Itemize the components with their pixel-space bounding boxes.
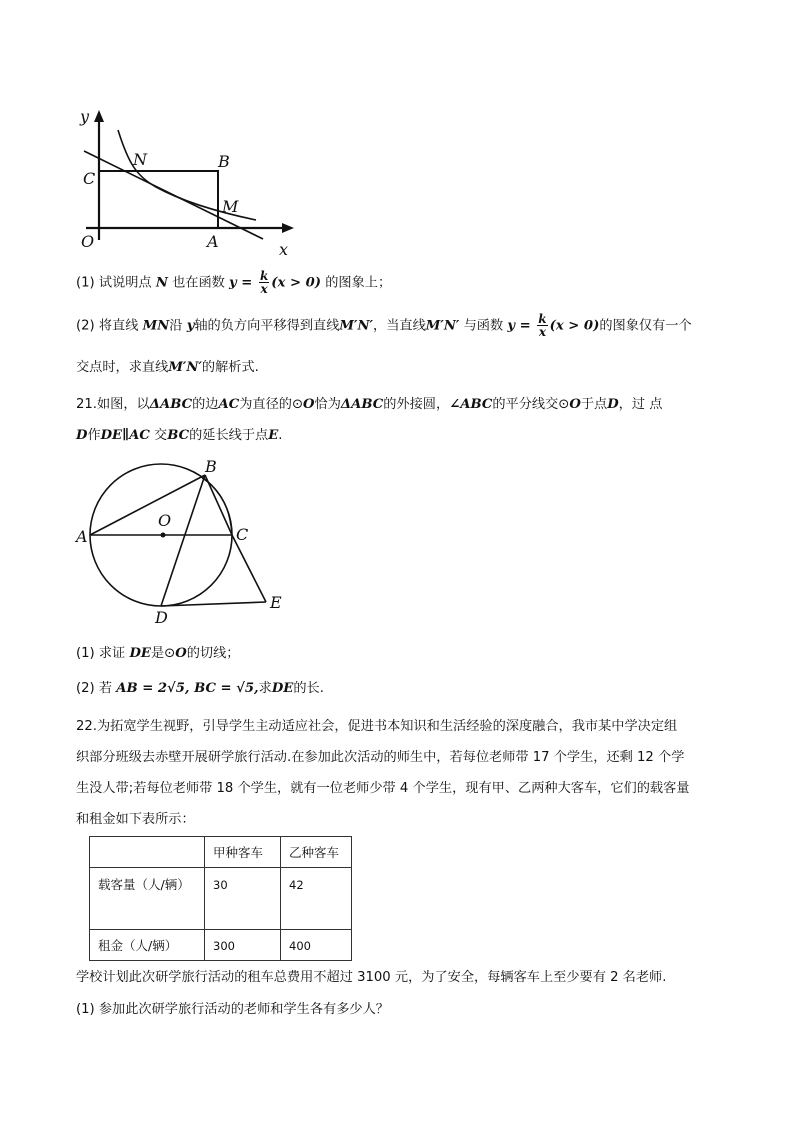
text: 于点 [580,397,608,412]
table-header-row [90,837,352,868]
line-mn-prime: M′N′ [339,318,374,334]
denominator: x [538,325,546,339]
given-lengths: AB = 2√5, BC = √5, [116,681,259,696]
q20-part2-cont [76,357,259,379]
table-row [90,868,352,930]
segment-bc: BC [167,428,190,443]
text: 的切线； [186,646,240,661]
fraction-k-x [537,313,547,338]
label-a: A [76,527,88,546]
q22-part1: (1) 参加此次研学旅行活动的老师和学生各有多少人？ [76,1002,389,1017]
text: ，当直线 [373,318,426,334]
q22-stem-line3: 生没人带;若每位老师带 18 个学生，就有一位老师少带 4 个学生，现有甲、乙两种大客车，它们的载客量 [76,781,690,796]
point-d: D [607,397,619,412]
text: (1) 求证 [76,646,126,661]
angle-abc: ∠ABC [449,397,493,412]
table-header-cell [90,837,205,868]
label-a: A [207,232,219,251]
bus-rental-table [89,836,352,961]
q22-stem-line4: 和租金如下表所示： [76,812,195,827]
point-n: N [155,275,168,291]
segment-de: DE [129,646,151,661]
axis-y: y [186,318,195,334]
segment-ce [232,535,266,602]
table-row [90,930,352,961]
label-x: x [279,240,289,259]
text: 的边 [192,397,219,412]
text: 的外接圆， [383,397,450,412]
line-mn-prime: M′N′ [168,360,202,375]
var-y: y [507,318,516,334]
point-o: O [303,397,315,412]
text: 的图象上； [325,275,392,291]
text: 作 [87,428,101,443]
text: 与函数 [463,318,504,334]
text: 轴的负方向平移得到直线 [194,318,340,334]
de-parallel-ac: DE∥AC [100,428,150,443]
text: 的长. [293,681,324,696]
label-o: O [81,232,95,251]
table-cell: 400 [281,930,352,961]
fraction-k-x [259,270,269,295]
text: ，过 点 [618,397,663,412]
label-y: y [80,107,90,126]
numerator: k [538,312,547,326]
text: 交点时，求直线 [76,360,169,375]
center-dot [161,533,166,538]
q20-part2 [76,313,692,338]
table-cell: 30 [205,868,281,930]
text: 的解析式. [201,360,259,375]
text: 是⊙ [150,646,176,661]
var-y: y [229,275,237,291]
q21-stem-line2 [76,425,283,447]
numerator: k [259,269,269,283]
label-n: N [133,150,147,169]
line-mn-prime: M′N′ [425,318,460,334]
line-mn-text: MN [142,318,170,334]
text: 的平分线交⊙ [492,397,570,412]
point-e: E [268,428,279,443]
label-o: O [158,511,172,530]
text: (2) 若 [76,681,113,696]
segment-ac: AC [218,397,240,412]
denominator: x [260,282,268,296]
text: 求 [258,681,272,696]
triangle-abc: ΔABC [149,397,193,412]
text: 恰为 [314,397,341,412]
table-header-cell: 乙种客车 [281,837,352,868]
text: 为直径的⊙ [239,397,304,412]
text: 交 [149,428,168,443]
text: 的图象仅有一个 [599,318,692,334]
q22-stem-line2: 织部分班级去赤壁开展研学旅行活动.在参加此次活动的师生中，若每位老师带 17 个学生，还剩 12 个学 [76,750,685,765]
figure-circle-diagram [74,456,294,628]
q20-part1 [76,270,391,295]
label-d: D [155,608,168,627]
rectangle-cabm [99,171,218,228]
equals: = [515,318,536,334]
text: (1) 试说明点 [76,275,152,291]
y-axis-arrow [94,110,104,122]
q21-part2 [76,678,324,700]
q22-stem-line1: 22.为拓宽学生视野，引导学生主动适应社会，促进书本知识和生活经验的深度融合，我市某中学决定组 [76,719,678,734]
x-axis-arrow [282,223,294,233]
segment-bc [205,475,232,535]
label-b: B [205,457,217,476]
text: (2) 将直线 [76,318,139,334]
table-cell: 载客量（人/辆） [90,868,205,930]
point-o: O [569,397,581,412]
label-c: C [236,525,249,544]
q21-part1 [76,643,239,665]
figure-coordinate-diagram [76,100,306,260]
label-e: E [270,593,282,612]
table-cell: 42 [281,868,352,930]
segment-de: DE [271,681,294,696]
label-c: C [83,169,96,188]
table-cell: 300 [205,930,281,961]
equals: = [236,275,257,291]
point-d: D [76,428,88,443]
text: . [278,428,283,443]
table-header-cell: 甲种客车 [205,837,281,868]
q22-stem-line5: 学校计划此次研学旅行活动的租车总费用不超过 3100 元，为了安全，每辆客车上至少要有 2 名老师. [76,970,667,985]
label-b: B [218,152,230,171]
condition: (x > 0) [271,275,322,291]
point-o: O [175,646,187,661]
label-m: M [222,197,239,216]
text: 21.如图，以 [76,397,150,412]
condition: (x > 0) [549,318,600,334]
text: 的延长线于点 [189,428,269,443]
text: 也在函数 [172,275,225,291]
text: 沿 [169,318,183,334]
triangle-abc: ΔABC [340,397,384,412]
q21-stem-line1 [76,394,662,416]
table-cell: 租金（人/辆） [90,930,205,961]
